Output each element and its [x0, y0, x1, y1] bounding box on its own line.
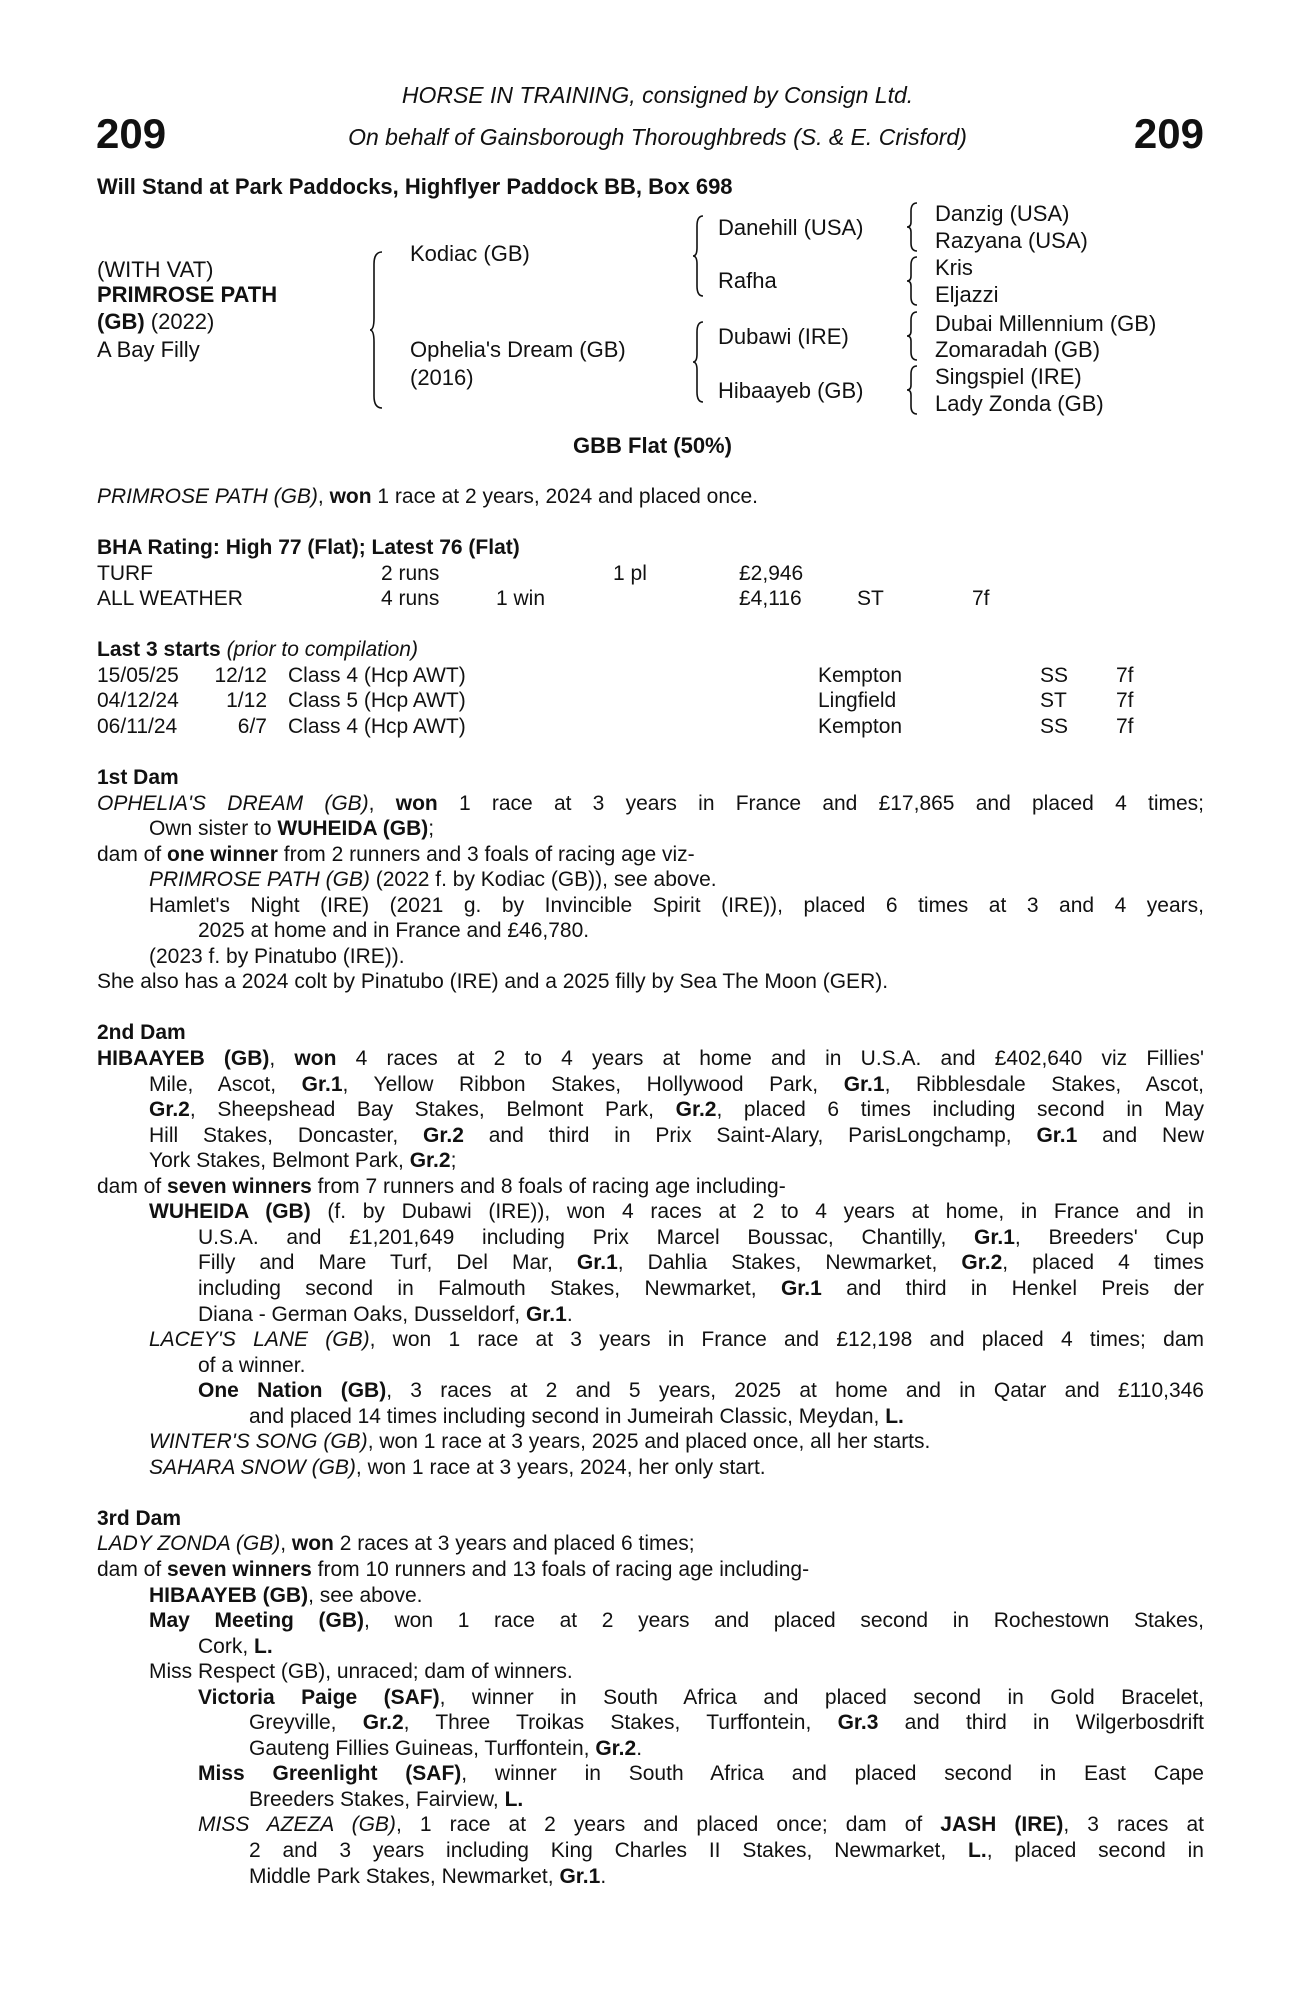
text-line: [149, 944, 1204, 970]
last-start-row: [97, 714, 1204, 740]
italic-text: OPHELIA'S DREAM (GB): [97, 791, 369, 815]
text-line: [149, 1123, 1204, 1149]
start-going: ST: [1040, 689, 1067, 713]
italic-text: LACEY'S LANE (GB): [149, 1328, 370, 1352]
last-start-row: [97, 663, 1204, 689]
start-course: Kempton: [818, 714, 903, 738]
dam-year: (2016): [410, 365, 474, 390]
lot-number-left: 209: [96, 110, 167, 157]
text-line: [97, 969, 1204, 995]
text-line: [149, 1327, 1204, 1353]
horse-country-year: [97, 309, 214, 335]
great-grandparent-4: Eljazzi: [935, 282, 999, 307]
bold-text: WUHEIDA (GB): [277, 817, 429, 841]
bha-wins: 1 win: [496, 587, 546, 611]
start-distance: 7f: [1116, 689, 1134, 713]
italic-text: LADY ZONDA (GB): [97, 1532, 281, 1556]
summary-sep: ,: [317, 485, 330, 508]
text-line: [198, 1761, 1204, 1787]
text: ,: [368, 791, 396, 815]
bold-text: 3rd Dam: [97, 1506, 182, 1530]
lot-number-right: 209: [1133, 110, 1204, 157]
start-date: 06/11/24: [97, 714, 178, 738]
bold-text: won: [395, 791, 438, 815]
horse-year: (2022): [144, 309, 215, 334]
bha-distance: 7f: [972, 587, 990, 611]
bha-placed: 1 pl: [613, 561, 647, 585]
text: from 2 runners and 3 foals of racing age viz-: [277, 842, 695, 866]
italic-text: WINTER'S SONG (GB): [149, 1430, 368, 1454]
text-line: [198, 1225, 1204, 1251]
bha-prize: £2,946: [739, 561, 804, 585]
text: Miss Respect (GB), unraced; dam of winners.: [149, 1660, 573, 1684]
text: , 3 races at 2 and 5 years, 2025 at home and in Qatar and £110,346: [386, 1379, 1204, 1403]
bha-surface: TURF: [97, 561, 153, 585]
horse-description: A Bay Filly: [97, 337, 200, 362]
text: .: [600, 1864, 607, 1888]
bold-text: Gr.2: [961, 1251, 1003, 1275]
text-line: [149, 1429, 1204, 1455]
text: , won 1 race at 3 years, 2024, her only start.: [355, 1455, 766, 1479]
text: and third in Prix Saint-Alary, ParisLongchamp,: [463, 1123, 1037, 1147]
summary-rest: 1 race at 2 years, 2024 and placed once.: [371, 485, 759, 508]
text-line: [149, 1199, 1204, 1225]
text: , Dahlia Stakes, Newmarket,: [617, 1251, 962, 1275]
text-line: [198, 1302, 1204, 1328]
bold-text: Gr.2: [595, 1736, 637, 1760]
text: 4 races at 2 to 4 years at home and in U.S.A. and £402,640 viz Fillies': [336, 1047, 1204, 1071]
text: Filly and Mare Turf, Del Mar,: [198, 1251, 577, 1275]
text: ;: [428, 817, 435, 841]
text: , won 1 race at 2 years and placed second in Rochestown Stakes,: [364, 1609, 1204, 1633]
text-line: [97, 842, 1204, 868]
great-grandparent-7: Singspiel (IRE): [935, 364, 1082, 389]
text-line: [97, 1020, 1204, 1046]
text: , 3 races at: [1063, 1813, 1204, 1837]
start-going: SS: [1040, 663, 1069, 687]
bold-text: Gr.1: [559, 1864, 601, 1888]
text-line: [198, 918, 1204, 944]
text: and placed 14 times including second in Jumeirah Classic, Meydan,: [249, 1404, 886, 1428]
text-line: [249, 1710, 1204, 1736]
text: 2025 at home and in France and £46,780.: [198, 919, 590, 943]
text: York Stakes, Belmont Park,: [149, 1149, 410, 1173]
text-line: [149, 1072, 1204, 1098]
text: Breeders Stakes, Fairview,: [249, 1787, 505, 1811]
text-line: [149, 867, 1204, 893]
start-class: Class 4 (Hcp AWT): [288, 714, 466, 738]
text: ,: [269, 1047, 295, 1071]
text: , placed 4 times: [1002, 1251, 1204, 1275]
text: including second in Falmouth Stakes, Newmarket,: [198, 1276, 781, 1300]
text-line: [97, 791, 1204, 817]
last-starts-title: Last 3 starts: [97, 638, 221, 662]
vat-status: (WITH VAT): [97, 257, 214, 282]
grandparent-3: Dubawi (IRE): [718, 324, 849, 349]
text: , won 1 race at 3 years, 2025 and placed once, all her starts.: [367, 1430, 931, 1454]
grandparent-1: Danehill (USA): [718, 215, 864, 240]
bold-text: Miss Greenlight (SAF): [198, 1762, 462, 1786]
italic-text: MISS AZEZA (GB): [198, 1813, 396, 1837]
text: .: [566, 1302, 573, 1326]
bold-text: One Nation (GB): [198, 1379, 387, 1403]
text: of a winner.: [198, 1353, 306, 1377]
text: (2022 f. by Kodiac (GB)), see above.: [369, 868, 717, 892]
bold-text: L.: [885, 1404, 904, 1428]
text-line: [149, 1148, 1204, 1174]
brace-dam-parents: [693, 322, 705, 402]
bold-text: Gr.1: [576, 1251, 618, 1275]
text: , see above.: [308, 1583, 423, 1607]
text: Gauteng Fillies Guineas, Turffontein,: [249, 1736, 596, 1760]
bold-text: Gr.1: [301, 1072, 343, 1096]
text-line: [249, 1736, 1204, 1762]
bold-text: Gr.1: [843, 1072, 885, 1096]
text: , winner in South Africa and placed second in East Cape: [461, 1762, 1204, 1786]
last-starts-heading: [97, 637, 1204, 663]
bold-text: 2nd Dam: [97, 1021, 186, 1045]
text: 2 races at 3 years and placed 6 times;: [333, 1532, 695, 1556]
text-line: [97, 1174, 1204, 1200]
text: ;: [450, 1149, 457, 1173]
bold-text: Gr.1: [780, 1276, 822, 1300]
start-going: SS: [1040, 714, 1069, 738]
text: , 1 race at 2 years and placed once; dam of: [395, 1813, 941, 1837]
bha-going: ST: [857, 587, 884, 611]
text-line: [249, 1838, 1204, 1864]
brace-ggp-1: [907, 203, 919, 251]
bold-text: HIBAAYEB (GB): [149, 1583, 309, 1607]
bha-surface: ALL WEATHER: [97, 587, 243, 611]
bold-text: Gr.2: [675, 1098, 717, 1122]
brace-ggp-2: [907, 257, 919, 305]
text-line: [198, 1276, 1204, 1302]
grandparent-4: Hibaayeb (GB): [718, 378, 864, 403]
start-position: 6/7: [237, 714, 267, 738]
text: and New: [1077, 1123, 1204, 1147]
bold-text: won: [291, 1532, 334, 1556]
text: Greyville,: [249, 1711, 363, 1735]
text-line: [149, 1583, 1204, 1609]
text: U.S.A. and £1,201,649 including Prix Marcel Boussac, Chantilly,: [198, 1225, 975, 1249]
sire: Kodiac (GB): [410, 241, 530, 266]
bha-prize: £4,116: [739, 587, 802, 611]
text: Mile, Ascot,: [149, 1072, 302, 1096]
great-grandparent-6: Zomaradah (GB): [935, 337, 1101, 362]
text: dam of: [97, 1174, 168, 1198]
text: (2023 f. by Pinatubo (IRE)).: [149, 944, 405, 968]
start-class: Class 4 (Hcp AWT): [288, 663, 466, 687]
text-line: [97, 765, 1204, 791]
bold-text: seven winners: [167, 1174, 312, 1198]
summary-won: won: [329, 485, 372, 508]
text: , winner in South Africa and placed second in Gold Bracelet,: [439, 1685, 1204, 1709]
text-line: [97, 1557, 1204, 1583]
brace-ggp-3: [907, 312, 919, 360]
bold-text: Gr.1: [974, 1225, 1015, 1249]
start-date: 04/12/24: [97, 689, 179, 713]
bold-text: Gr.2: [409, 1149, 451, 1173]
text-line: [198, 1812, 1204, 1838]
text: , Sheepshead Bay Stakes, Belmont Park,: [189, 1098, 676, 1122]
text: , Breeders' Cup: [1014, 1225, 1204, 1249]
rating-bonus: GBB Flat (50%): [573, 433, 732, 458]
start-distance: 7f: [1116, 663, 1134, 687]
start-position: 12/12: [214, 663, 267, 687]
brace-ggp-4: [907, 366, 919, 414]
great-grandparent-2: Razyana (USA): [935, 228, 1088, 253]
bha-runs: 2 runs: [381, 561, 440, 585]
last-start-row: [97, 688, 1204, 714]
dam: Ophelia's Dream (GB): [410, 337, 626, 362]
stabling-location: Will Stand at Park Paddocks, Highflyer Paddock BB, Box 698: [97, 174, 733, 199]
bold-text: JASH (IRE): [940, 1813, 1064, 1837]
text: and third in Henkel Preis der: [821, 1276, 1204, 1300]
bold-text: L.: [504, 1787, 524, 1811]
text: from 10 runners and 13 foals of racing age including-: [311, 1557, 810, 1581]
bold-text: seven winners: [167, 1557, 312, 1581]
text-line: [249, 1404, 1204, 1430]
bold-text: Gr.2: [423, 1123, 464, 1147]
bha-runs: 4 runs: [381, 587, 440, 611]
text: dam of: [97, 1557, 168, 1581]
bold-text: Gr.2: [149, 1098, 190, 1122]
text-line: [198, 1634, 1204, 1660]
bha-row: [97, 586, 1204, 612]
grandparent-2: Rafha: [718, 268, 777, 293]
start-class: Class 5 (Hcp AWT): [288, 689, 466, 713]
text: , Ribblesdale Stakes, Ascot,: [884, 1072, 1204, 1096]
text-line: [249, 1787, 1204, 1813]
text-line: [97, 1046, 1204, 1072]
bha-rating: BHA Rating: High 77 (Flat); Latest 76 (Flat): [97, 536, 520, 560]
italic-text: PRIMROSE PATH (GB): [149, 868, 370, 892]
start-distance: 7f: [1116, 714, 1134, 738]
text: 1 race at 3 years in France and £17,865 and placed 4 times;: [437, 791, 1204, 815]
great-grandparent-8: Lady Zonda (GB): [935, 391, 1104, 416]
bold-text: Gr.1: [525, 1302, 567, 1326]
great-grandparent-1: Danzig (USA): [935, 201, 1070, 226]
text: 2 and 3 years including King Charles II Stakes, Newmarket,: [249, 1838, 969, 1862]
start-date: 15/05/25: [97, 663, 179, 687]
sale-type: HORSE IN TRAINING, consigned by Consign Ltd.: [401, 82, 914, 108]
text-line: [97, 1506, 1204, 1532]
text: ,: [280, 1532, 292, 1556]
bold-text: HIBAAYEB (GB): [97, 1047, 270, 1071]
text-line: [149, 1455, 1204, 1481]
bha-row: [97, 561, 1204, 587]
bold-text: WUHEIDA (GB): [149, 1200, 311, 1224]
horse-country: (GB): [97, 309, 145, 334]
text: dam of: [97, 842, 168, 866]
text-line: [149, 1659, 1204, 1685]
horse-name: PRIMROSE PATH: [97, 282, 278, 307]
text: Hamlet's Night (IRE) (2021 g. by Invincible Spirit (IRE)), placed 6 times at 3 and 4 years,: [149, 893, 1204, 917]
consignor-behalf: On behalf of Gainsborough Thoroughbreds (S. & E. Crisford): [348, 124, 967, 150]
text-line: [198, 1353, 1204, 1379]
text: , Three Troikas Stakes, Turffontein,: [403, 1711, 838, 1735]
bold-text: Victoria Paige (SAF): [198, 1685, 440, 1709]
catalogue-text: [97, 484, 1204, 1889]
bold-text: May Meeting (GB): [149, 1609, 365, 1633]
text-line: [149, 816, 1204, 842]
bold-text: L.: [254, 1634, 273, 1658]
last-starts-note: (prior to compilation): [220, 638, 418, 662]
bold-text: 1st Dam: [97, 766, 179, 790]
text: .: [636, 1736, 643, 1760]
text: , won 1 race at 3 years in France and £12,198 and placed 4 times; dam: [369, 1328, 1204, 1352]
bold-text: Gr.1: [1036, 1123, 1078, 1147]
bold-text: Gr.2: [362, 1711, 404, 1735]
text-line: [198, 1250, 1204, 1276]
text: She also has a 2024 colt by Pinatubo (IRE) and a 2025 filly by Sea The Moon (GER).: [97, 970, 889, 994]
text: and third in Wilgerbosdrift: [878, 1711, 1204, 1735]
summary-name: PRIMROSE PATH (GB): [97, 485, 318, 508]
bold-text: L.: [968, 1838, 987, 1862]
text: , Yellow Ribbon Stakes, Hollywood Park,: [342, 1072, 844, 1096]
text-line: [198, 1378, 1204, 1404]
bold-text: won: [294, 1047, 337, 1071]
great-grandparent-3: Kris: [935, 255, 973, 280]
text: Diana - German Oaks, Dusseldorf,: [198, 1302, 526, 1326]
text-line: [149, 893, 1204, 919]
text: , placed second in: [986, 1838, 1204, 1862]
bold-text: Gr.3: [837, 1711, 879, 1735]
start-course: Kempton: [818, 663, 903, 687]
start-position: 1/12: [226, 689, 267, 713]
bold-text: one winner: [167, 842, 278, 866]
text: Cork,: [198, 1634, 255, 1658]
text: from 7 runners and 8 foals of racing age including-: [311, 1174, 786, 1198]
text-line: [149, 1608, 1204, 1634]
text: (f. by Dubawi (IRE)), won 4 races at 2 to 4 years at home, in France and in: [310, 1200, 1204, 1224]
text-line: [97, 1531, 1204, 1557]
race-summary: [97, 484, 1204, 510]
text-line: [198, 1685, 1204, 1711]
start-course: Lingfield: [818, 689, 897, 713]
text-line: [149, 1097, 1204, 1123]
text: Own sister to: [149, 817, 278, 841]
italic-text: SAHARA SNOW (GB): [149, 1455, 356, 1479]
text: , placed 6 times including second in May: [716, 1098, 1204, 1122]
text: Hill Stakes, Doncaster,: [149, 1123, 424, 1147]
text-line: [249, 1864, 1204, 1890]
text: Middle Park Stakes, Newmarket,: [249, 1864, 560, 1888]
brace-parents: [370, 252, 384, 408]
brace-sire-parents: [693, 216, 705, 296]
great-grandparent-5: Dubai Millennium (GB): [935, 311, 1157, 336]
